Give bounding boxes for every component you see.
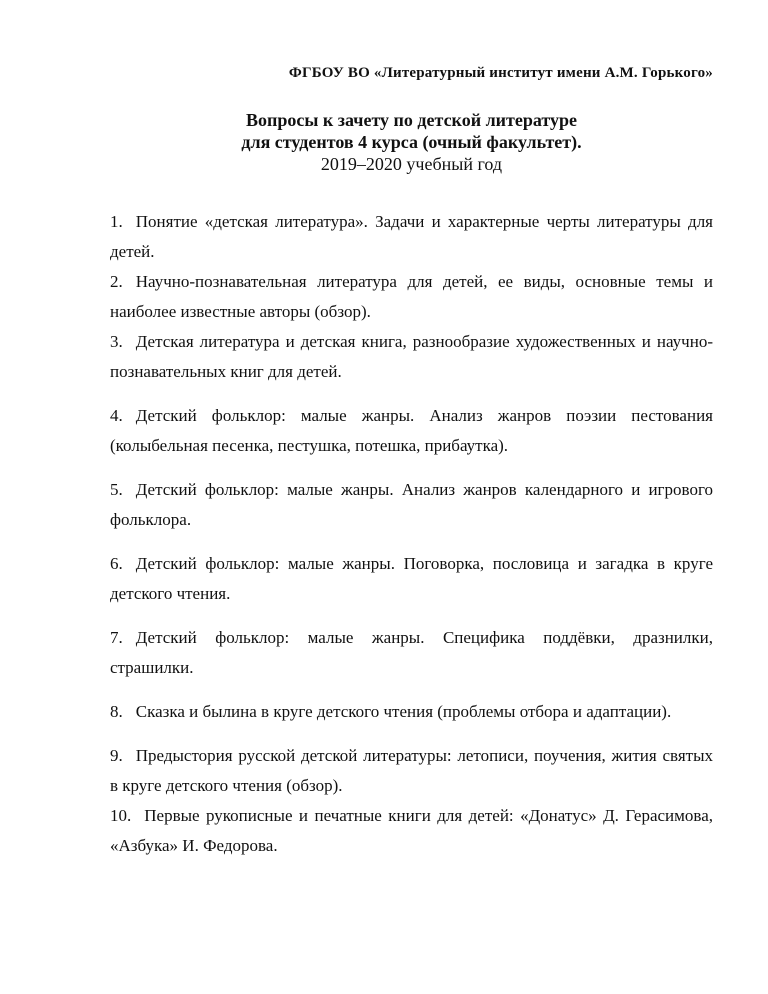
question-item-7 <box>110 623 713 683</box>
question-text: Детский фольклор: малые жанры. Поговорка, пословица и загадка в круге детского чтения. <box>110 554 713 603</box>
question-item-5 <box>110 475 713 535</box>
question-number: 2. <box>110 272 123 291</box>
question-number: 1. <box>110 212 123 231</box>
question-number: 5. <box>110 480 123 499</box>
question-item-2 <box>110 267 713 327</box>
question-item-10 <box>110 801 713 861</box>
question-text: Детская литература и детская книга, разнообразие художественных и научно-познавательных книг для детей. <box>110 332 713 381</box>
question-text: Предыстория русской детской литературы: летописи, поучения, жития святых в круге детского чтения (обзор). <box>110 746 713 795</box>
question-item-1 <box>110 207 713 267</box>
question-number: 7. <box>110 628 123 647</box>
question-text: Научно-познавательная литература для детей, ее виды, основные темы и наиболее известные авторы (обзор). <box>110 272 713 321</box>
question-item-3 <box>110 327 713 387</box>
question-text: Сказка и былина в круге детского чтения (проблемы отбора и адаптации). <box>135 702 672 721</box>
institution-header: ФГБОУ ВО «Литературный институт имени А.М. Горького» <box>288 65 713 81</box>
question-text: Детский фольклор: малые жанры. Специфика поддёвки, дразнилки, страшилки. <box>110 628 713 677</box>
question-number: 9. <box>110 746 123 765</box>
question-item-9 <box>110 741 713 801</box>
question-number: 4. <box>110 406 123 425</box>
question-text: Детский фольклор: малые жанры. Анализ жанров календарного и игрового фольклора. <box>110 480 713 529</box>
question-text: Детский фольклор: малые жанры. Анализ жанров поэзии пестования (колыбельная песенка, пестушка, потешка, прибаутка). <box>110 406 713 455</box>
question-number: 10. <box>110 806 132 825</box>
question-number: 3. <box>110 332 123 351</box>
question-text: Понятие «детская литература». Задачи и характерные черты литературы для детей. <box>110 212 713 261</box>
question-text: Первые рукописные и печатные книги для детей: «Донатус» Д. Герасимова, «Азбука» И. Федорова. <box>110 806 713 855</box>
question-number: 6. <box>110 554 123 573</box>
document-title-block <box>110 109 713 175</box>
question-item-8 <box>110 697 713 727</box>
title-line-1: Вопросы к зачету по детской литературе <box>245 110 578 130</box>
question-list <box>110 207 713 861</box>
title-line-2: для студентов 4 курса (очный факультет). <box>241 132 582 152</box>
question-number: 8. <box>110 702 123 721</box>
question-item-6 <box>110 549 713 609</box>
question-item-4 <box>110 401 713 461</box>
title-line-3-academic-year: 2019–2020 учебный год <box>320 154 503 174</box>
